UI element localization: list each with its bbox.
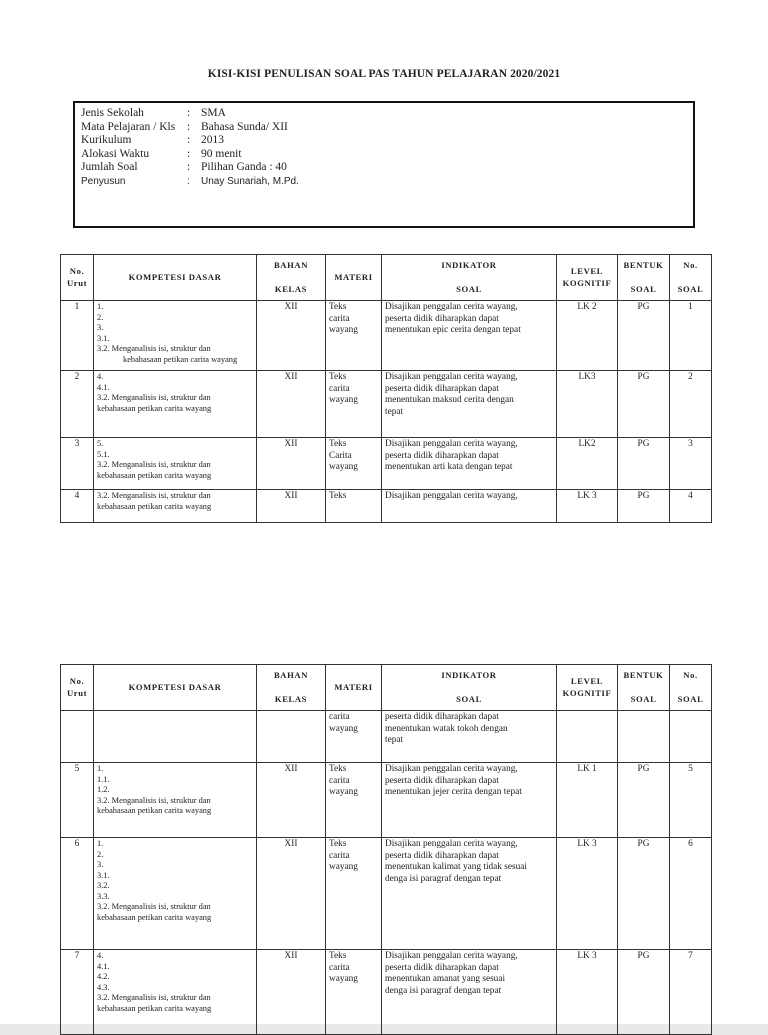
bentuk-cell: PG	[618, 838, 670, 950]
indikator-line: Disajikan penggalan cerita wayang,	[385, 764, 518, 774]
bentuk-cell: PG	[618, 950, 670, 1035]
no-soal-cell	[670, 711, 712, 763]
materi-line: carita	[329, 962, 350, 973]
kelas-cell: XII	[257, 763, 326, 838]
kompetensi-line: 3.	[97, 323, 104, 332]
header-stack	[672, 668, 709, 708]
header-line: KELAS	[274, 694, 308, 704]
kompetensi-line: 4.3.	[97, 982, 110, 992]
header-bentuk	[618, 665, 670, 711]
header-line: SOAL	[677, 694, 704, 704]
kompetensi-line: 4.2.	[97, 972, 110, 981]
kelas-cell: XII	[257, 950, 326, 1035]
indikator-line: tepat	[385, 735, 404, 745]
materi-line: wayang	[329, 325, 358, 335]
header-stack	[259, 258, 323, 298]
indikator-line: peserta didik diharapkan dapat	[385, 962, 499, 973]
indikator-line: peserta didik diharapkan dapat	[385, 850, 499, 861]
materi-line: Teks	[329, 302, 347, 312]
indikator-line: Disajikan penggalan cerita wayang,	[385, 372, 518, 382]
materi-line: wayang	[329, 787, 358, 797]
indikator-cell	[382, 763, 557, 838]
grid-table-2	[60, 664, 712, 1035]
header-line: LEVEL	[570, 676, 604, 686]
header-line: BAHAN	[273, 669, 309, 680]
kompetensi-cell	[94, 838, 257, 950]
kompetensi-line: 3.1.	[97, 333, 110, 343]
indikator-cell	[382, 438, 557, 490]
row-number: 2	[61, 371, 94, 438]
header-kompetensi: KOMPETESI DASAR	[94, 665, 257, 711]
kompetensi-cell	[94, 950, 257, 1035]
table-row	[61, 301, 712, 371]
header-stack	[384, 258, 554, 298]
kompetensi-line: 3.2.	[97, 881, 110, 890]
kompetensi-line: 3.	[97, 860, 104, 869]
materi-line: Teks	[329, 491, 347, 501]
level-cell: LK 2	[557, 301, 618, 371]
materi-line: Carita	[329, 450, 352, 461]
info-value: SMA	[201, 107, 226, 119]
kompetensi-line: kebahasaan petikan carita wayang	[97, 501, 212, 511]
kompetensi-cell	[94, 371, 257, 438]
info-row-subject: Mata Pelajaran / Kls : Bahasa Sunda/ XII	[81, 120, 288, 133]
indikator-cell	[382, 838, 557, 950]
row-number: 7	[61, 950, 94, 1035]
kompetensi-line: 3.3.	[97, 891, 110, 901]
materi-line: Teks	[329, 764, 347, 774]
kompetensi-line: kebahasaan petikan carita wayang	[97, 912, 212, 922]
bentuk-cell: PG	[618, 371, 670, 438]
kompetensi-line: 3.2. Menganalisis isi, struktur dan	[97, 993, 211, 1002]
row-number: 6	[61, 838, 94, 950]
indikator-line: tepat	[385, 406, 404, 417]
header-line: SOAL	[456, 284, 482, 294]
no-soal-cell: 6	[670, 838, 712, 950]
info-value: Unay Sunariah, M.Pd.	[201, 175, 299, 187]
no-soal-cell: 5	[670, 763, 712, 838]
indikator-line: peserta didik diharapkan dapat	[385, 712, 499, 722]
indikator-line: peserta didik diharapkan dapat	[385, 775, 499, 786]
grid-table-1	[60, 254, 712, 523]
materi-line: wayang	[329, 395, 358, 405]
header-line: INDIKATOR	[441, 259, 497, 270]
materi-cell	[326, 490, 382, 523]
header-stack	[620, 258, 667, 298]
kompetensi-line: kebahasaan petikan carita wayang	[97, 403, 212, 413]
level-cell: LK2	[557, 438, 618, 490]
kompetensi-line: 1.2.	[97, 785, 110, 794]
materi-cell	[326, 950, 382, 1035]
level-cell: LK3	[557, 371, 618, 438]
level-cell	[557, 711, 618, 763]
kelas-cell: XII	[257, 371, 326, 438]
header-line: INDIKATOR	[441, 669, 497, 680]
header-line: Urut	[66, 687, 88, 698]
header-indikator	[382, 255, 557, 301]
kompetensi-line: 1.	[97, 302, 104, 311]
header-line: KELAS	[274, 284, 308, 294]
indikator-line: menentukan amanat yang sesuai	[385, 974, 506, 984]
table-row	[61, 711, 712, 763]
kompetensi-line: kebahasaan petikan carita wayang	[97, 1003, 212, 1013]
header-indikator	[382, 665, 557, 711]
level-cell: LK 3	[557, 838, 618, 950]
info-value: 90 menit	[201, 147, 242, 160]
kompetensi-line: 4.1.	[97, 961, 110, 971]
header-line: Urut	[66, 277, 88, 288]
header-kompetensi: KOMPETESI DASAR	[94, 255, 257, 301]
header-no-urut	[61, 255, 94, 301]
indikator-cell	[382, 371, 557, 438]
indikator-line: denga isi paragraf dengan tepat	[385, 985, 502, 996]
bentuk-cell	[618, 711, 670, 763]
kelas-cell: XII	[257, 838, 326, 950]
kompetensi-line: kebahasaan petikan carita wayang	[97, 806, 212, 815]
indikator-line: Disajikan penggalan cerita wayang,	[385, 491, 518, 501]
no-soal-cell: 4	[670, 490, 712, 523]
header-line: BAHAN	[273, 259, 309, 270]
info-row-curriculum: Kurikulum : 2013	[81, 134, 224, 146]
kompetensi-cell	[94, 763, 257, 838]
kompetensi-line: 2.	[97, 312, 104, 322]
no-soal-cell: 1	[670, 301, 712, 371]
materi-line: carita	[329, 775, 350, 786]
materi-cell	[326, 711, 382, 763]
indikator-line: menentukan arti kata dengan tepat	[385, 462, 513, 472]
info-label: Kurikulum	[81, 134, 132, 146]
materi-line: carita	[329, 850, 350, 861]
kompetensi-line: 3.1.	[97, 870, 110, 880]
kompetensi-line: 1.	[97, 839, 104, 848]
header-line: BENTUK	[623, 259, 664, 270]
indikator-line: peserta didik diharapkan dapat	[385, 450, 499, 461]
indikator-line: Disajikan penggalan cerita wayang,	[385, 439, 518, 449]
kompetensi-cell	[94, 711, 257, 763]
kompetensi-line: 2.	[97, 849, 104, 859]
kompetensi-line: kebahasaan petikan carita wayang	[97, 470, 212, 480]
kompetensi-line: 4.	[97, 372, 104, 381]
materi-line: carita	[329, 712, 350, 722]
info-row-school: Jenis Sekolah : SMA	[81, 107, 226, 119]
info-label: Penyusun	[81, 175, 126, 187]
header-line: SOAL	[456, 694, 482, 704]
level-cell: LK 1	[557, 763, 618, 838]
materi-line: Teks	[329, 372, 347, 382]
table-row	[61, 438, 712, 490]
header-line: No.	[683, 669, 698, 680]
header-row	[61, 255, 712, 301]
kompetensi-line: 4.1.	[97, 382, 110, 392]
level-cell: LK 3	[557, 490, 618, 523]
indikator-line: peserta didik diharapkan dapat	[385, 313, 499, 324]
row-number: 4	[61, 490, 94, 523]
header-no-urut	[61, 665, 94, 711]
header-bahan-kelas	[257, 665, 326, 711]
kompetensi-line: 3.2. Menganalisis isi, struktur dan	[97, 460, 211, 469]
info-row-author: Penyusun : Unay Sunariah, M.Pd.	[81, 175, 299, 187]
table-row	[61, 950, 712, 1035]
materi-cell	[326, 301, 382, 371]
indikator-line: denga isi paragraf dengan tepat	[385, 873, 502, 884]
header-line: SOAL	[630, 284, 657, 294]
level-cell: LK 3	[557, 950, 618, 1035]
bentuk-cell: PG	[618, 438, 670, 490]
indikator-line: Disajikan penggalan cerita wayang,	[385, 951, 518, 961]
materi-cell	[326, 838, 382, 950]
header-stack	[259, 668, 323, 708]
header-line: No.	[69, 266, 85, 276]
kompetensi-line: 1.1.	[97, 774, 110, 784]
bentuk-cell: PG	[618, 763, 670, 838]
header-stack	[672, 258, 709, 298]
info-value: Bahasa Sunda/ XII	[201, 120, 288, 133]
header-stack	[384, 668, 554, 708]
header-bahan-kelas	[257, 255, 326, 301]
table-row	[61, 763, 712, 838]
header-line: SOAL	[630, 694, 657, 704]
indikator-line: menentukan watak tokoh dengan	[385, 723, 508, 734]
materi-line: wayang	[329, 462, 358, 472]
kompetensi-cell	[94, 438, 257, 490]
kompetensi-line: 1.	[97, 764, 104, 773]
info-label: Jumlah Soal	[81, 161, 138, 173]
kompetensi-line: 3.2. Menganalisis isi, struktur dan	[97, 491, 211, 500]
kompetensi-line: 3.2. Menganalisis isi, struktur dan	[97, 795, 211, 805]
no-soal-cell: 2	[670, 371, 712, 438]
indikator-cell	[382, 490, 557, 523]
indikator-line: Disajikan penggalan cerita wayang,	[385, 302, 518, 312]
kelas-cell: XII	[257, 490, 326, 523]
header-materi: MATERI	[326, 665, 382, 711]
table-row	[61, 838, 712, 950]
header-stack	[620, 668, 667, 708]
header-no-soal	[670, 665, 712, 711]
header-line: KOGNITIF	[562, 687, 612, 698]
header-materi: MATERI	[326, 255, 382, 301]
indikator-cell	[382, 711, 557, 763]
header-line: KOGNITIF	[562, 277, 612, 288]
header-level	[557, 665, 618, 711]
kompetensi-line: 4.	[97, 951, 104, 960]
no-soal-cell: 3	[670, 438, 712, 490]
header-line: BENTUK	[623, 669, 664, 680]
bentuk-cell: PG	[618, 490, 670, 523]
indikator-cell	[382, 301, 557, 371]
materi-cell	[326, 371, 382, 438]
header-line: LEVEL	[570, 266, 604, 276]
info-value: 2013	[201, 134, 224, 146]
header-row	[61, 665, 712, 711]
info-row-count: Jumlah Soal : Pilihan Ganda : 40	[81, 161, 287, 173]
indikator-line: menentukan jejer cerita dengan tepat	[385, 787, 522, 797]
kompetensi-line: 3.2. Menganalisis isi, struktur dan	[97, 393, 211, 402]
materi-line: carita	[329, 383, 350, 394]
no-soal-cell: 7	[670, 950, 712, 1035]
materi-line: Teks	[329, 839, 347, 849]
indikator-line: menentukan kalimat yang tidak sesuai	[385, 862, 527, 872]
info-label: Mata Pelajaran / Kls	[81, 120, 176, 133]
kompetensi-line: 3.2. Menganalisis isi, struktur dan	[97, 902, 211, 911]
kompetensi-line: 5.1.	[97, 449, 110, 459]
document-title: KISI-KISI PENULISAN SOAL PAS TAHUN PELAJARAN 2020/2021	[207, 68, 561, 80]
materi-line: wayang	[329, 862, 358, 872]
indikator-cell	[382, 950, 557, 1035]
kelas-cell	[257, 711, 326, 763]
materi-line: wayang	[329, 723, 358, 734]
materi-line: carita	[329, 313, 350, 324]
table-row	[61, 490, 712, 523]
row-number: 5	[61, 763, 94, 838]
header-no-soal	[670, 255, 712, 301]
row-number: 3	[61, 438, 94, 490]
table-row	[61, 371, 712, 438]
header-bentuk	[618, 255, 670, 301]
kompetensi-cell	[94, 301, 257, 371]
indikator-line: peserta didik diharapkan dapat	[385, 383, 499, 394]
row-number	[61, 711, 94, 763]
info-label: Jenis Sekolah	[81, 107, 144, 119]
materi-line: wayang	[329, 974, 358, 984]
kompetensi-line: 5.	[97, 439, 104, 448]
header-line: No.	[683, 259, 698, 270]
kompetensi-line: 3.2. Menganalisis isi, struktur dan	[97, 344, 211, 353]
indikator-line: Disajikan penggalan cerita wayang,	[385, 839, 518, 849]
materi-line: Teks	[329, 951, 347, 961]
materi-cell	[326, 438, 382, 490]
kompetensi-cell	[94, 490, 257, 523]
indikator-line: menentukan maksud cerita dengan	[385, 395, 514, 405]
bentuk-cell: PG	[618, 301, 670, 371]
indikator-line: menentukan epic cerita dengan tepat	[385, 325, 521, 335]
info-value: Pilihan Ganda : 40	[201, 161, 287, 173]
info-box	[73, 101, 695, 228]
row-number: 1	[61, 301, 94, 371]
info-label: Alokasi Waktu	[81, 147, 150, 160]
kompetensi-line: kebahasaan petikan carita wayang	[123, 354, 238, 364]
header-line: No.	[69, 676, 85, 686]
kelas-cell: XII	[257, 438, 326, 490]
header-level	[557, 255, 618, 301]
materi-line: Teks	[329, 439, 347, 449]
header-line: SOAL	[677, 284, 704, 294]
kelas-cell: XII	[257, 301, 326, 371]
materi-cell	[326, 763, 382, 838]
info-row-time: Alokasi Waktu : 90 menit	[81, 147, 242, 160]
